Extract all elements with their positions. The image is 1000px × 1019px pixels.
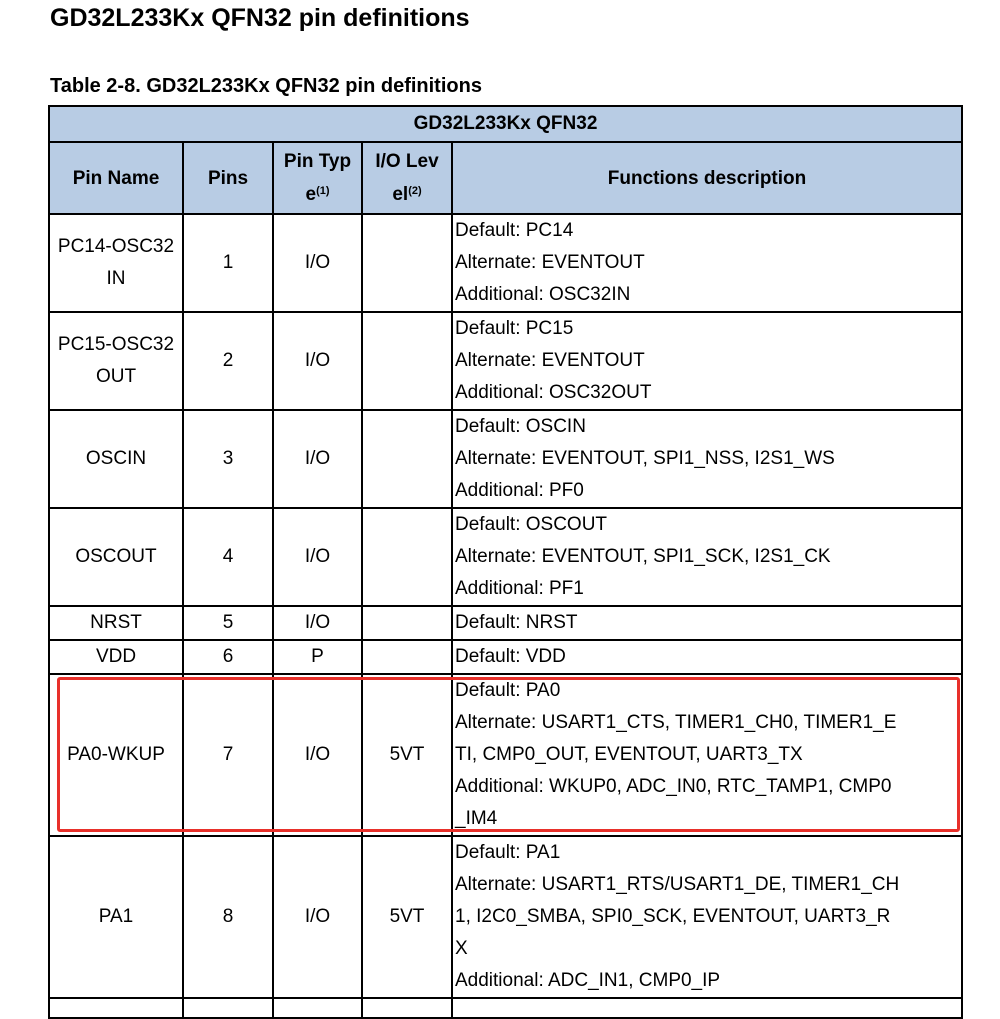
function-alternate: Alternate: EVENTOUT xyxy=(455,252,645,273)
pin-type-cell: I/O xyxy=(273,836,362,998)
io-level-cell xyxy=(362,312,452,410)
pin-name: PC14-OSC32 xyxy=(57,236,175,257)
table-column-header-row xyxy=(49,142,962,214)
function-default: Default: OSCOUT xyxy=(455,514,608,535)
function-alternate-cont2: X xyxy=(455,938,468,959)
functions-cell xyxy=(452,214,962,312)
io-level-cell xyxy=(362,508,452,606)
table-row-highlighted xyxy=(49,674,962,836)
pin-type-cell: I/O xyxy=(273,410,362,508)
pin-number-cell: 2 xyxy=(183,312,273,410)
function-additional: Additional: ADC_IN1, CMP0_IP xyxy=(455,970,721,991)
pin-name-cell: VDD xyxy=(49,640,183,674)
io-level-label-line1: I/O Lev xyxy=(375,151,439,172)
empty-cell xyxy=(452,998,962,1018)
functions-cell xyxy=(452,508,962,606)
pin-number-cell: 7 xyxy=(183,674,273,836)
table-row xyxy=(49,606,962,640)
function-alternate-cont: 1, I2C0_SMBA, SPI0_SCK, EVENTOUT, UART3_R xyxy=(455,906,891,927)
function-default: Default: PC14 xyxy=(455,220,574,241)
pin-name: PC15-OSC32 xyxy=(57,334,175,355)
io-level-cell xyxy=(362,410,452,508)
function-alternate: Alternate: EVENTOUT xyxy=(455,350,645,371)
pin-type-cell: I/O xyxy=(273,674,362,836)
pin-type-cell: P xyxy=(273,640,362,674)
pin-name-cell: NRST xyxy=(49,606,183,640)
io-level-cell xyxy=(362,606,452,640)
function-alternate: Alternate: EVENTOUT, SPI1_NSS, I2S1_WS xyxy=(455,448,835,469)
pin-name-cont: IN xyxy=(106,268,126,289)
pin-number-cell: 8 xyxy=(183,836,273,998)
empty-cell xyxy=(183,998,273,1018)
function-alternate-cont: TI, CMP0_OUT, EVENTOUT, UART3_TX xyxy=(455,744,803,765)
pin-name-cell xyxy=(49,214,183,312)
function-default: Default: PC15 xyxy=(455,318,574,339)
function-additional: Additional: PF0 xyxy=(455,480,584,501)
io-level-cell xyxy=(362,640,452,674)
io-level-label-line2: el xyxy=(392,184,409,205)
io-level-cell xyxy=(362,214,452,312)
function-additional: Additional: WKUP0, ADC_IN0, RTC_TAMP1, CMP0 xyxy=(455,776,892,797)
footnote-ref-2[interactable]: (2) xyxy=(408,185,422,197)
empty-cell xyxy=(273,998,362,1018)
pin-number-cell: 6 xyxy=(183,640,273,674)
table-row xyxy=(49,836,962,998)
column-header-io-level xyxy=(362,142,452,214)
table-row-partial xyxy=(49,998,962,1018)
column-header-functions: Functions description xyxy=(452,142,962,214)
functions-cell xyxy=(452,312,962,410)
pin-number-cell: 5 xyxy=(183,606,273,640)
pin-number-cell: 4 xyxy=(183,508,273,606)
pin-type-label-line1: Pin Typ xyxy=(283,151,352,172)
column-header-pin-name: Pin Name xyxy=(49,142,183,214)
table-row xyxy=(49,640,962,674)
pin-name-cell xyxy=(49,312,183,410)
function-default: Default: PA0 xyxy=(455,680,561,701)
pin-definitions-table xyxy=(48,105,963,1019)
pin-name-cell: OSCOUT xyxy=(49,508,183,606)
pin-number-cell: 1 xyxy=(183,214,273,312)
function-additional: Additional: OSC32IN xyxy=(455,284,631,305)
function-alternate: Alternate: USART1_RTS/USART1_DE, TIMER1_CH xyxy=(455,874,900,895)
column-header-pins: Pins xyxy=(183,142,273,214)
pin-number-cell: 3 xyxy=(183,410,273,508)
io-level-cell: 5VT xyxy=(362,674,452,836)
table-row xyxy=(49,410,962,508)
pin-type-cell: I/O xyxy=(273,312,362,410)
table-package-header-row xyxy=(49,106,962,142)
table-row xyxy=(49,312,962,410)
pin-name-cell: PA1 xyxy=(49,836,183,998)
function-additional-cont: _IM4 xyxy=(455,808,498,829)
table-row xyxy=(49,508,962,606)
functions-cell xyxy=(452,606,962,640)
function-default: Default: VDD xyxy=(455,646,566,667)
empty-cell xyxy=(49,998,183,1018)
table-row xyxy=(49,214,962,312)
io-level-cell: 5VT xyxy=(362,836,452,998)
pin-name-cell: OSCIN xyxy=(49,410,183,508)
functions-cell xyxy=(452,410,962,508)
function-alternate: Alternate: EVENTOUT, SPI1_SCK, I2S1_CK xyxy=(455,546,831,567)
pin-type-cell: I/O xyxy=(273,606,362,640)
function-default: Default: NRST xyxy=(455,612,578,633)
functions-cell xyxy=(452,674,962,836)
pin-name-cell: PA0-WKUP xyxy=(49,674,183,836)
pin-type-cell: I/O xyxy=(273,508,362,606)
pin-name-cont: OUT xyxy=(95,366,137,387)
functions-cell xyxy=(452,836,962,998)
functions-cell xyxy=(452,640,962,674)
column-header-pin-type xyxy=(273,142,362,214)
pin-type-cell: I/O xyxy=(273,214,362,312)
footnote-ref-1[interactable]: (1) xyxy=(316,185,330,197)
table-caption: Table 2-8. GD32L233Kx QFN32 pin definitions xyxy=(50,75,482,97)
function-additional: Additional: OSC32OUT xyxy=(455,382,652,403)
page-title: GD32L233Kx QFN32 pin definitions xyxy=(50,4,470,32)
package-header: GD32L233Kx QFN32 xyxy=(49,106,962,142)
function-additional: Additional: PF1 xyxy=(455,578,584,599)
pin-type-label-line2: e xyxy=(305,184,317,205)
function-alternate: Alternate: USART1_CTS, TIMER1_CH0, TIMER1_E xyxy=(455,712,897,733)
function-default: Default: PA1 xyxy=(455,842,561,863)
empty-cell xyxy=(362,998,452,1018)
function-default: Default: OSCIN xyxy=(455,416,586,437)
